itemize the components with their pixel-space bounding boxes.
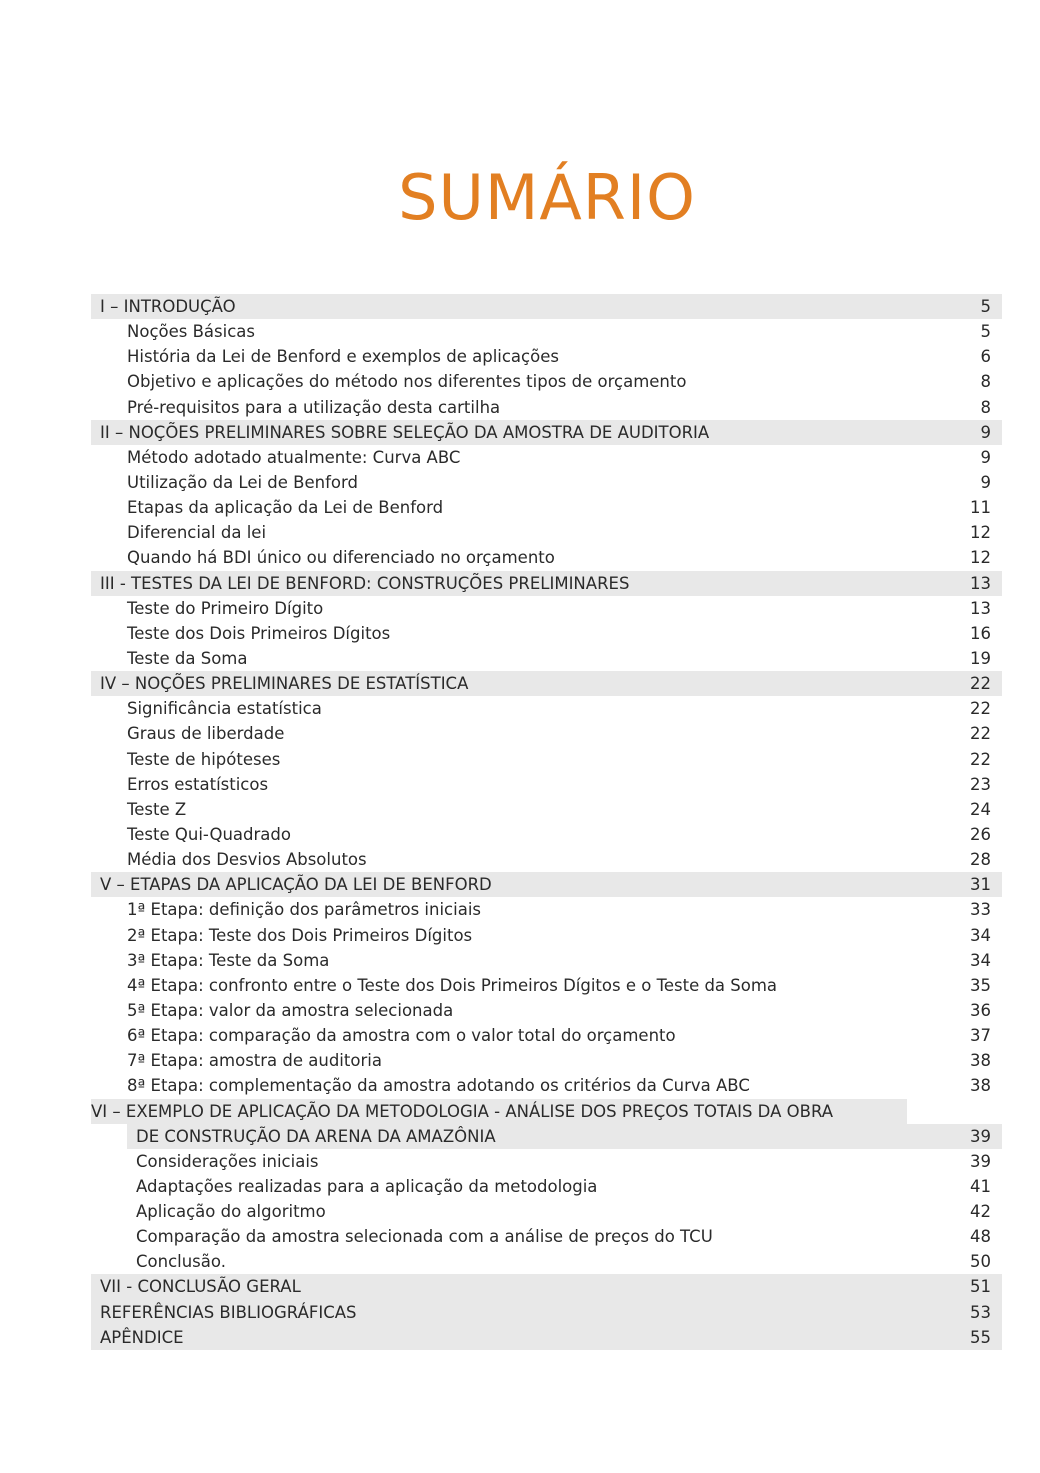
toc-entry-row[interactable] <box>91 721 1002 746</box>
toc-entry-label: Utilização da Lei de Benford <box>127 472 358 492</box>
toc-entry-row[interactable] <box>91 973 1002 998</box>
toc-page-number: 34 <box>970 925 991 945</box>
toc-entry-row[interactable] <box>91 948 1002 973</box>
toc-entry-row[interactable] <box>91 1199 1002 1224</box>
toc-page-number: 22 <box>970 699 991 719</box>
toc-entry-label: Aplicação do algoritmo <box>136 1202 326 1222</box>
toc-page-number: 24 <box>970 799 991 819</box>
toc-entry-label: Adaptações realizadas para a aplicação da metodologia <box>136 1176 598 1196</box>
toc-section-row[interactable] <box>91 571 1002 596</box>
toc-entry-label: DE CONSTRUÇÃO DA ARENA DA AMAZÔNIA <box>136 1126 496 1146</box>
toc-entry-label: 1ª Etapa: definição dos parâmetros iniciais <box>127 900 482 920</box>
toc-page-number: 13 <box>970 573 991 593</box>
toc-entry-row[interactable] <box>91 646 1002 671</box>
toc-page-number: 22 <box>970 724 991 744</box>
toc-page-number: 5 <box>980 297 991 316</box>
toc-entry-row[interactable] <box>91 1149 1002 1174</box>
toc-entry-row[interactable] <box>91 998 1002 1023</box>
toc-page-number: 34 <box>970 950 991 970</box>
toc-entry-label: Teste do Primeiro Dígito <box>127 598 324 618</box>
toc-entry-row[interactable] <box>91 923 1002 948</box>
toc-entry-row[interactable] <box>91 1023 1002 1048</box>
toc-page-number: 22 <box>970 749 991 769</box>
toc-entry-row[interactable] <box>91 847 1002 872</box>
toc-page-number: 38 <box>970 1051 991 1071</box>
toc-section-row[interactable] <box>91 1124 1002 1149</box>
toc-entry-label: Média dos Desvios Absolutos <box>127 850 367 870</box>
toc-page-number: 41 <box>970 1176 991 1196</box>
toc-entry-row[interactable] <box>91 797 1002 822</box>
toc-entry-row[interactable] <box>91 369 1002 394</box>
toc-entry-label: V – ETAPAS DA APLICAÇÃO DA LEI DE BENFORD <box>100 875 492 895</box>
toc-page-number: 6 <box>980 347 991 367</box>
toc-entry-label: Teste dos Dois Primeiros Dígitos <box>127 623 391 643</box>
toc-page-number: 11 <box>970 498 991 518</box>
toc-entry-row[interactable] <box>91 445 1002 470</box>
toc-entry-row[interactable] <box>91 395 1002 420</box>
toc-entry-label: 5ª Etapa: valor da amostra selecionada <box>127 1000 454 1020</box>
toc-entry-label: Erros estatísticos <box>127 774 269 794</box>
toc-page-number: 28 <box>970 850 991 870</box>
toc-entry-label: 2ª Etapa: Teste dos Dois Primeiros Dígitos <box>127 925 473 945</box>
toc-page-number: 12 <box>970 523 991 543</box>
toc-entry-row[interactable] <box>91 470 1002 495</box>
toc-entry-row[interactable] <box>91 520 1002 545</box>
toc-page-number: 13 <box>970 598 991 618</box>
toc-page-number: 50 <box>970 1252 991 1272</box>
toc-page-number: 53 <box>970 1302 991 1322</box>
toc-entry-label: VII - CONCLUSÃO GERAL <box>100 1277 301 1297</box>
toc-entry-row[interactable] <box>91 1073 1002 1098</box>
toc-entry-label: III - TESTES DA LEI DE BENFORD: CONSTRUÇÕES PRELIMINARES <box>100 573 630 593</box>
toc-entry-label: Diferencial da lei <box>127 523 267 543</box>
toc-entry-row[interactable] <box>91 772 1002 797</box>
toc-entry-label: Comparação da amostra selecionada com a análise de preços do TCU <box>136 1227 713 1247</box>
toc-page-number: 39 <box>970 1126 991 1146</box>
toc-section-row[interactable] <box>91 1099 1002 1124</box>
toc-entry-label: Teste Qui-Quadrado <box>127 824 291 844</box>
toc-section-row[interactable] <box>91 420 1002 445</box>
toc-entry-row[interactable] <box>91 495 1002 520</box>
toc-entry-label: 3ª Etapa: Teste da Soma <box>127 950 330 970</box>
toc-page-number: 9 <box>980 447 991 467</box>
toc-entry-label: 7ª Etapa: amostra de auditoria <box>127 1051 382 1071</box>
toc-entry-row[interactable] <box>91 1048 1002 1073</box>
toc-page-number: 33 <box>970 900 991 920</box>
toc-entry-row[interactable] <box>91 1224 1002 1249</box>
toc-entry-row[interactable] <box>91 897 1002 922</box>
toc-page-number: 9 <box>980 422 991 442</box>
toc-page-number: 55 <box>970 1327 991 1347</box>
toc-page-number: 38 <box>970 1076 991 1096</box>
toc-entry-label: REFERÊNCIAS BIBLIOGRÁFICAS <box>100 1302 357 1322</box>
toc-entry-label: Método adotado atualmente: Curva ABC <box>127 447 461 467</box>
toc-entry-label: 4ª Etapa: confronto entre o Teste dos Dois Primeiros Dígitos e o Teste da Soma <box>127 975 778 995</box>
toc-page-number: 8 <box>980 397 991 417</box>
toc-section-row[interactable] <box>91 671 1002 696</box>
toc-page-number: 42 <box>970 1202 991 1222</box>
toc-entry-label: História da Lei de Benford e exemplos de aplicações <box>127 347 559 367</box>
toc-page-number: 19 <box>970 648 991 668</box>
toc-entry-row[interactable] <box>91 596 1002 621</box>
toc-entry-row[interactable] <box>91 1174 1002 1199</box>
toc-page-number: 39 <box>970 1151 991 1171</box>
toc-page-number: 12 <box>970 548 991 568</box>
toc-section-row[interactable] <box>91 294 1002 319</box>
toc-entry-row[interactable] <box>91 747 1002 772</box>
toc-entry-label: I – INTRODUÇÃO <box>100 297 236 316</box>
toc-page-number: 22 <box>970 674 991 694</box>
toc-page-number: 51 <box>970 1277 991 1297</box>
toc-entry-label: Teste de hipóteses <box>127 749 281 769</box>
toc-page-number: 31 <box>970 875 991 895</box>
toc-entry-label: APÊNDICE <box>100 1327 184 1347</box>
toc-entry-label: Noções Básicas <box>127 322 255 342</box>
toc-page-number: 48 <box>970 1227 991 1247</box>
toc-entry-row[interactable] <box>91 545 1002 570</box>
toc-page-number: 37 <box>970 1026 991 1046</box>
table-of-contents <box>91 294 1002 1350</box>
toc-entry-label: Etapas da aplicação da Lei de Benford <box>127 498 444 518</box>
toc-entry-label: 8ª Etapa: complementação da amostra adotando os critérios da Curva ABC <box>127 1076 750 1096</box>
toc-entry-label: Conclusão. <box>136 1252 226 1272</box>
toc-entry-label: Teste Z <box>127 799 187 819</box>
toc-page-number: 26 <box>970 824 991 844</box>
toc-page-number: 9 <box>980 472 991 492</box>
toc-entry-label: Pré-requisitos para a utilização desta cartilha <box>127 397 501 417</box>
toc-entry-row[interactable] <box>91 696 1002 721</box>
toc-entry-row[interactable] <box>91 621 1002 646</box>
toc-entry-label: IV – NOÇÕES PRELIMINARES DE ESTATÍSTICA <box>100 674 469 694</box>
toc-entry-label: II – NOÇÕES PRELIMINARES SOBRE SELEÇÃO DA AMOSTRA DE AUDITORIA <box>100 422 710 442</box>
toc-entry-label: Considerações iniciais <box>136 1151 319 1171</box>
toc-entry-label: Teste da Soma <box>127 648 248 668</box>
toc-entry-label: Significância estatística <box>127 699 322 719</box>
toc-entry-row[interactable] <box>91 822 1002 847</box>
page-title-text: SUMÁRIO <box>398 161 696 234</box>
toc-entry-label: VI – EXEMPLO DE APLICAÇÃO DA METODOLOGIA - ANÁLISE DOS PREÇOS TOTAIS DA OBRA <box>91 1101 834 1121</box>
toc-page-number: 36 <box>970 1000 991 1020</box>
toc-entry-label: 6ª Etapa: comparação da amostra com o valor total do orçamento <box>127 1026 676 1046</box>
toc-entry-row[interactable] <box>91 319 1002 344</box>
toc-entry-row[interactable] <box>91 1249 1002 1274</box>
toc-entry-label: Graus de liberdade <box>127 724 285 744</box>
toc-entry-row[interactable] <box>91 344 1002 369</box>
toc-section-row[interactable] <box>91 1274 1002 1299</box>
toc-entry-label: Quando há BDI único ou diferenciado no orçamento <box>127 548 555 568</box>
toc-section-row[interactable] <box>91 1300 1002 1325</box>
toc-page-number: 5 <box>980 322 991 342</box>
toc-page-number: 35 <box>970 975 991 995</box>
toc-page-number: 8 <box>980 372 991 392</box>
toc-page-number: 23 <box>970 774 991 794</box>
toc-section-row[interactable] <box>91 1325 1002 1350</box>
toc-page-number: 16 <box>970 623 991 643</box>
page-title <box>0 158 1040 238</box>
toc-entry-label: Objetivo e aplicações do método nos diferentes tipos de orçamento <box>127 372 687 392</box>
toc-section-row[interactable] <box>91 872 1002 897</box>
